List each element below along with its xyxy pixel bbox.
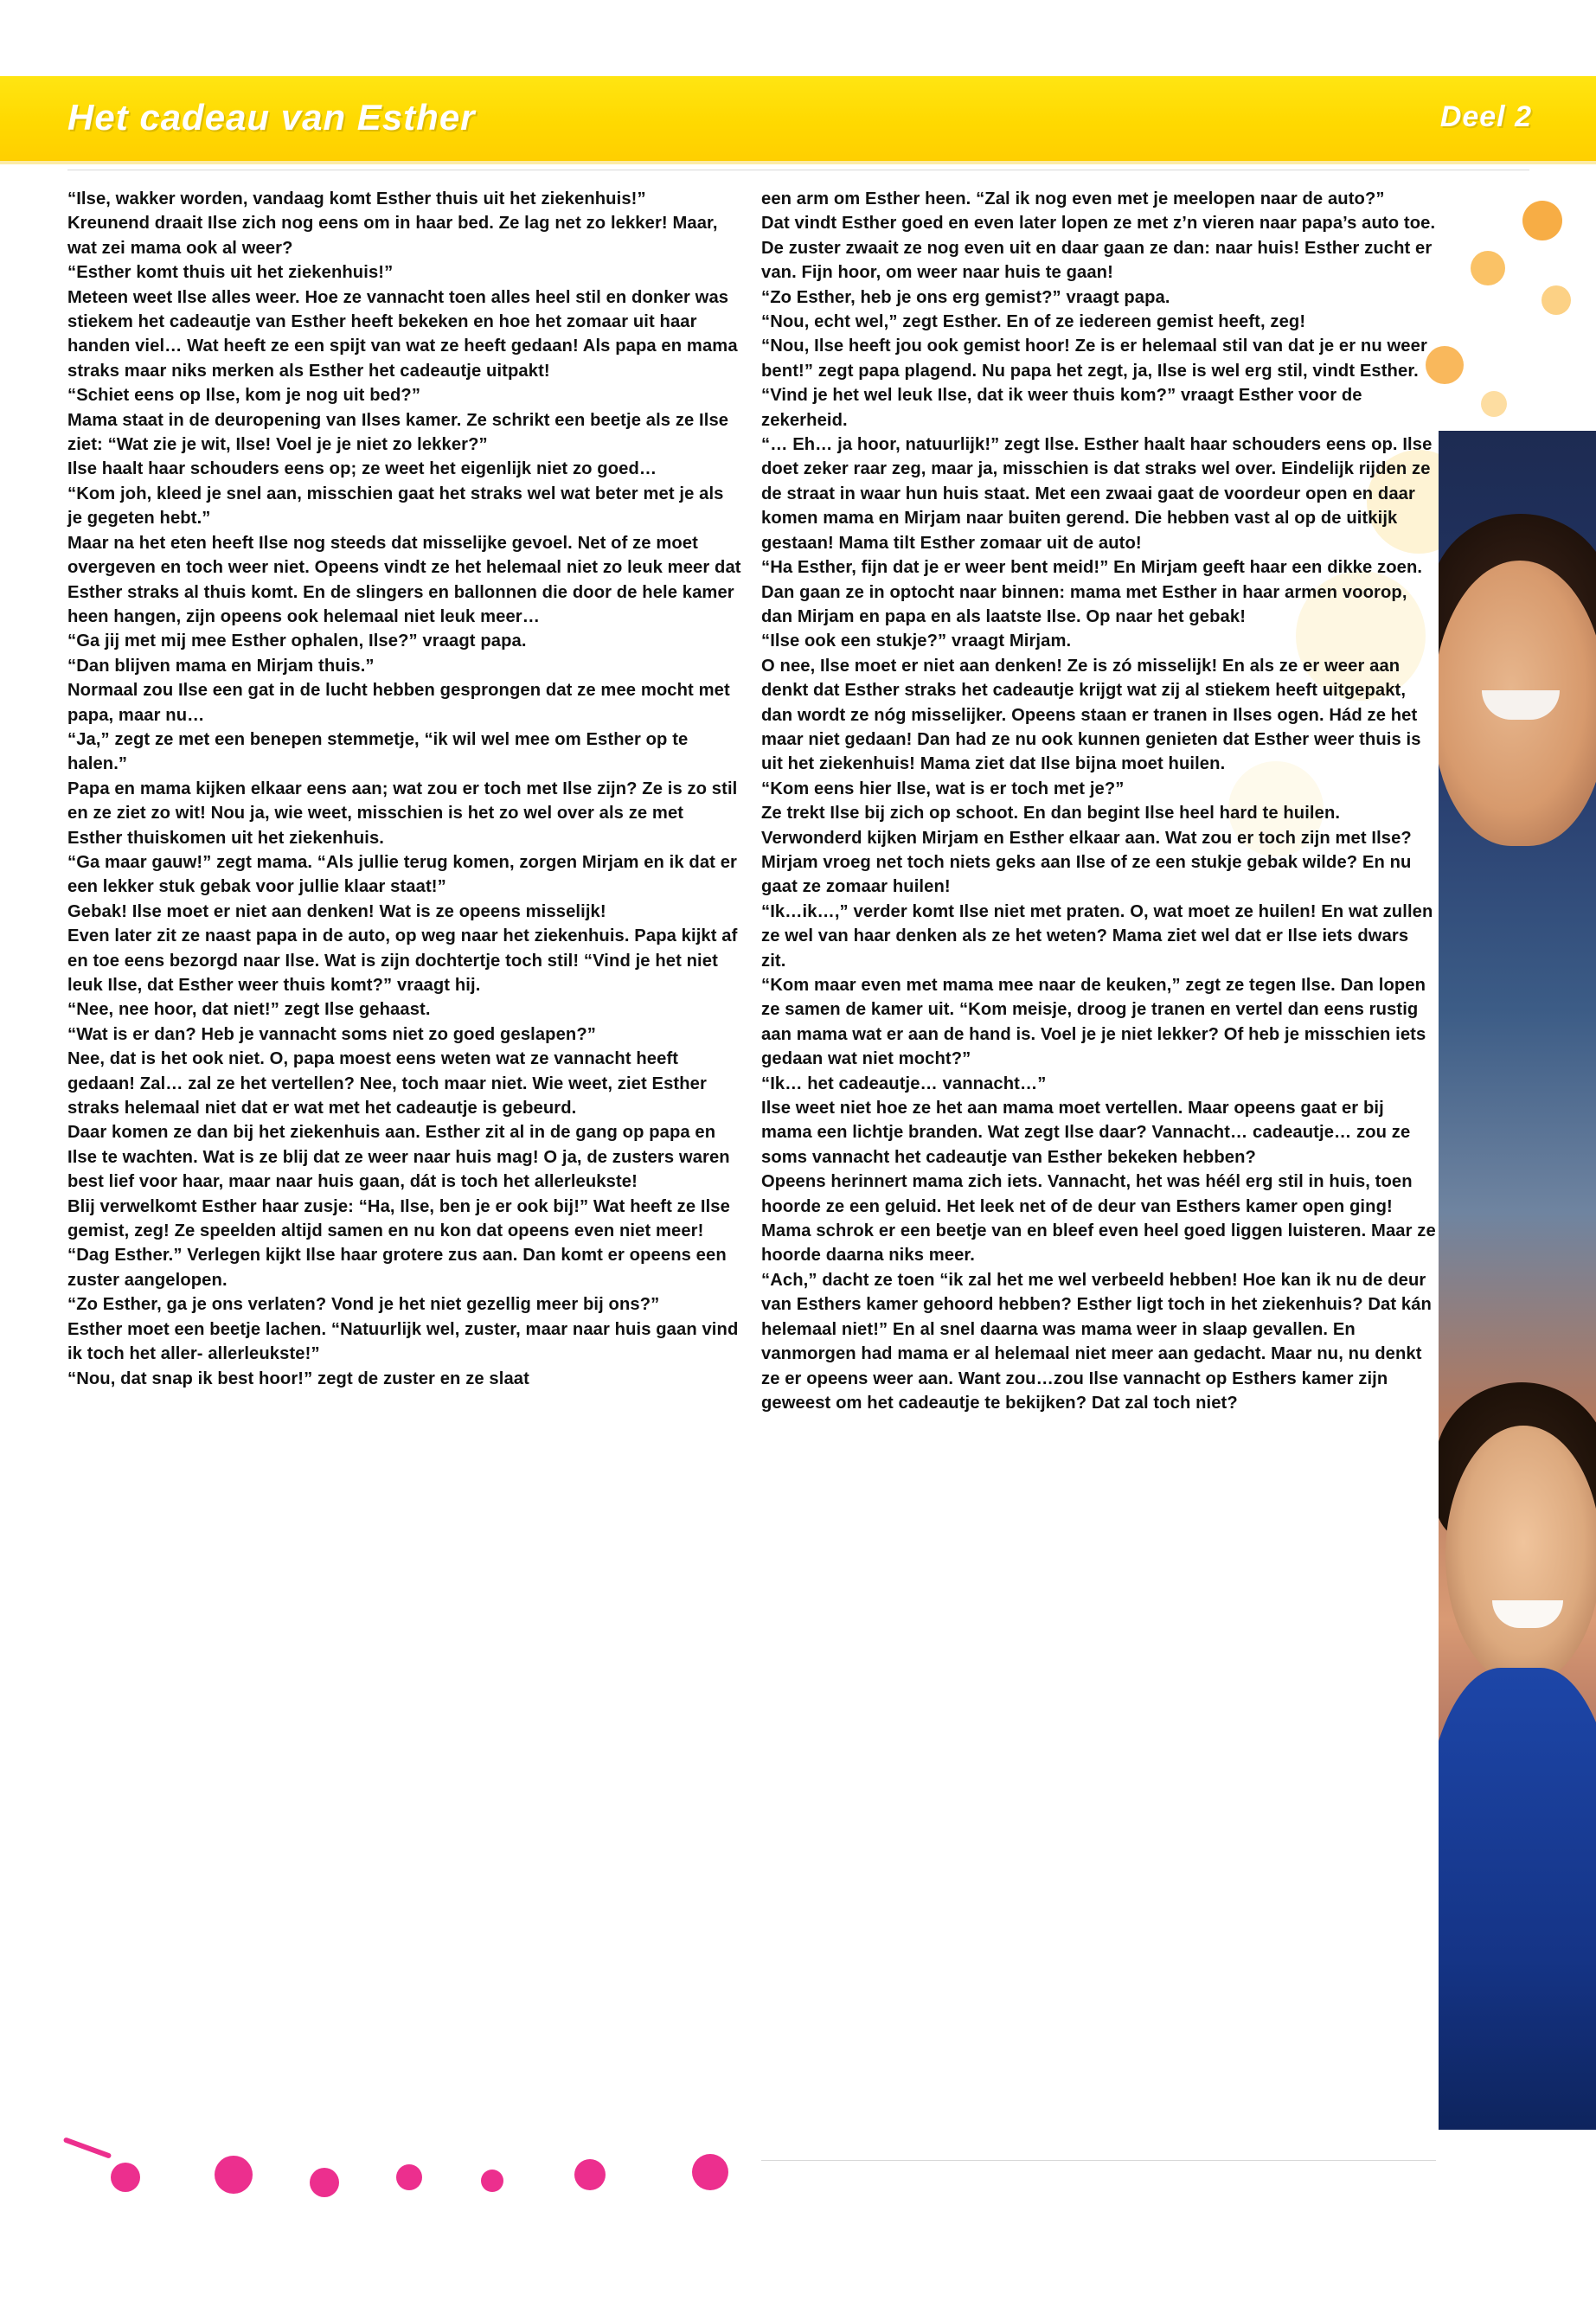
article-paragraph: Gebak! Ilse moet er niet aan denken! Wat is ze opeens misselijk!	[67, 901, 606, 921]
decorative-pink-line	[63, 2137, 112, 2158]
article-column-right	[761, 187, 1436, 1415]
article-paragraph: Normaal zou Ilse een gat in de lucht hebben gesprongen dat ze mee mocht met papa, maar nu…	[67, 681, 730, 725]
article-paragraph: “… Eh… ja hoor, natuurlijk!” zegt Ilse. Esther haalt haar schouders eens op. Ilse doet zeker raar zeg, maar ja, misschien is dat straks wel over. Eindelijk rijden ze de straat in waar hun huis staat. Met een zwaai gaat de voordeur open en daar komen mama en Mirjam naar buiten gerend. Die hebben vast al op de uitkijk gestaan! Mama tilt Esther zomaar uit de auto!	[761, 435, 1433, 553]
decor-dot-pink	[692, 2154, 728, 2190]
article-column-left	[67, 187, 742, 1391]
article-paragraph: een arm om Esther heen. “Zal ik nog even met je meelopen naar de auto?”	[761, 189, 1385, 208]
article-paragraph: “Schiet eens op Ilse, kom je nog uit bed?”	[67, 386, 421, 406]
article-text-right	[761, 187, 1436, 1415]
article-paragraph: “Vind je het wel leuk Ilse, dat ik weer thuis kom?” vraagt Esther voor de zekerheid.	[761, 386, 1362, 430]
decor-dot-orange	[1481, 391, 1507, 417]
article-paragraph: Opeens herinnert mama zich iets. Vannacht, het was héél erg stil in huis, toen hoorde ze een geluid. Het leek net of de deur van Esthers kamer open ging! Mama schrok er een beetje van en bleef even heel goed liggen luisteren. Maar ze hoorde daarna niks meer.	[761, 1172, 1436, 1266]
article-paragraph: Ze trekt Ilse bij zich op schoot. En dan begint Ilse heel hard te huilen. Verwonderd kijken Mirjam en Esther elkaar aan. Wat zou er toch zijn met Ilse? Mirjam vroeg net toch niets geks aan Ilse of ze een stukje gebak wilde? En nu gaat ze zomaar huilen!	[761, 804, 1412, 897]
footer-divider	[761, 2160, 1436, 2161]
article-text-left	[67, 187, 742, 1391]
article-paragraph: “Ha Esther, fijn dat je er weer bent meid!” En Mirjam geeft haar een dikke zoen. Dan gaan ze in optocht naar binnen: mama met Esther in haar armen voorop, dan Mirjam en papa en als laatste Ilse. Op naar het gebak!	[761, 558, 1423, 626]
article-paragraph: “Nee, nee hoor, dat niet!” zegt Ilse gehaast.	[67, 1000, 431, 1020]
article-paragraph: Nee, dat is het ook niet. O, papa moest eens weten wat ze vannacht heeft gedaan! Zal… zal ze het vertellen? Nee, toch maar niet. Wie weet, ziet Esther straks helemaal niet dat er wat met het cadeautje is gebeurd.	[67, 1049, 707, 1118]
decor-dot-orange	[1542, 285, 1571, 315]
article-paragraph: Mama staat in de deuropening van Ilses kamer. Ze schrikt een beetje als ze Ilse ziet: “Wat zie je wit, Ilse! Voel je je niet zo lekker?”	[67, 410, 729, 455]
article-paragraph: Daar komen ze dan bij het ziekenhuis aan. Esther zit al in de gang op papa en Ilse te wachten. Wat is ze blij dat ze weer naar huis mag! O ja, de zusters waren best lief voor haar, maar naar huis gaan, dát is toch het allerleukste!	[67, 1123, 730, 1192]
decor-dot-pink	[215, 2156, 253, 2194]
article-paragraph: Ilse weet niet hoe ze het aan mama moet vertellen. Maar opeens gaat er bij mama een lichtje branden. Wat zegt Ilse daar? Vannacht… cadeautje… zou ze soms vannacht het cadeautje van Esther bekeken hebben?	[761, 1099, 1411, 1167]
part-label: Deel 2	[1439, 100, 1532, 133]
article-paragraph: “Ik…ik…,” verder komt Ilse niet met praten. O, wat moet ze huilen! En wat zullen ze wel van haar denken als ze het weten? Mama ziet wel dat er Ilse iets dwars zit.	[761, 901, 1433, 971]
article-paragraph: “Wat is er dan? Heb je vannacht soms niet zo goed geslapen?”	[67, 1024, 596, 1044]
article-paragraph: Maar na het eten heeft Ilse nog steeds dat misselijke gevoel. Net of ze moet overgeven en toch weer niet. Opeens vindt ze het helemaal niet zo leuk meer dat Esther straks al thuis komt. En de slingers en ballonnen die door de hele kamer heen hangen, zijn opeens ook helemaal niet leuk meer…	[67, 533, 741, 626]
decor-dot-pink	[574, 2159, 606, 2190]
decor-dot-pink	[111, 2163, 140, 2192]
article-paragraph: “Ja,” zegt ze met een benepen stemmetje, “ik wil wel mee om Esther op te halen.”	[67, 729, 689, 774]
article-paragraph: Dat vindt Esther goed en even later lopen ze met z’n vieren naar papa’s auto toe. De zuster zwaait ze nog even uit en daar gaan ze dan: naar huis! Esther zucht er van. Fijn hoor, om weer naar huis te gaan!	[761, 214, 1436, 283]
article-paragraph: “Ilse, wakker worden, vandaag komt Esther thuis uit het ziekenhuis!”	[67, 189, 646, 208]
article-paragraph: “Dan blijven mama en Mirjam thuis.”	[67, 656, 375, 676]
article-paragraph: Even later zit ze naast papa in de auto, op weg naar het ziekenhuis. Papa kijkt af en toe eens bezorgd naar Ilse. Wat is zijn dochtertje toch stil! “Vind je het niet leuk Ilse, dat Esther weer thuis komt?” vraagt hij.	[67, 926, 738, 995]
decor-dot-orange	[1471, 251, 1505, 285]
article-paragraph: “Kom maar even met mama mee naar de keuken,” zegt ze tegen Ilse. Dan lopen ze samen de kamer uit. “Kom meisje, droog je tranen en vertel dan eens rustig aan mama wat er aan de hand is. Voel je je niet lekker? Of heb je misschien iets gedaan wat niet mocht?”	[761, 976, 1426, 1069]
article-paragraph: “Zo Esther, heb je ons erg gemist?” vraagt papa.	[761, 287, 1170, 307]
photo-strip	[1439, 431, 1596, 2130]
photo-child-two-face	[1445, 1426, 1596, 1685]
decor-dot-pink	[310, 2168, 339, 2197]
article-paragraph: “Zo Esther, ga je ons verlaten? Vond je het niet gezellig meer bij ons?”	[67, 1295, 660, 1315]
article-paragraph: Blij verwelkomt Esther haar zusje: “Ha, Ilse, ben je er ook bij!” Wat heeft ze Ilse gemist, zeg! Ze speelden altijd samen en nu kon dat opeens even niet meer!	[67, 1196, 730, 1241]
article-paragraph: “Esther komt thuis uit het ziekenhuis!”	[67, 263, 394, 283]
decor-dot-pink	[481, 2170, 503, 2192]
article-paragraph: Kreunend draait Ilse zich nog eens om in haar bed. Ze lag net zo lekker! Maar, wat zei mama ook al weer?	[67, 214, 718, 258]
article-paragraph: “Kom eens hier Ilse, wat is er toch met je?”	[761, 779, 1125, 798]
article-paragraph: “Nou, Ilse heeft jou ook gemist hoor! Ze is er helemaal stil van dat je er nu weer bent!” zegt papa plagend. Nu papa het zegt, ja, Ilse is wel erg stil, vindt Esther.	[761, 336, 1427, 381]
article-paragraph: “Ach,” dacht ze toen “ik zal het me wel verbeeld hebben! Hoe kan ik nu de deur van Esthers kamer gehoord hebben? Esther ligt toch in het ziekenhuis? Dat kán helemaal niet!” En al snel daarna was mama weer in slaap gevallen. En vanmorgen had mama er al helemaal niet meer aan gedacht. Maar nu, nu denkt ze er opeens weer aan. Want zou…zou Ilse vannacht op Esthers kamer zijn geweest om het cadeautje te bekijken? Dat zal toch niet?	[761, 1270, 1432, 1413]
article-paragraph: “Kom joh, kleed je snel aan, misschien gaat het straks wel wat beter met je als je gegeten hebt.”	[67, 484, 724, 529]
decor-dot-orange	[1522, 201, 1562, 240]
article-paragraph: Meteen weet Ilse alles weer. Hoe ze vannacht toen alles heel stil en donker was stiekem het cadeautje van Esther heeft bekeken en hoe het zomaar uit haar handen viel… Wat heeft ze een spijt van wat ze heeft gedaan! Als papa en mama straks maar niks merken als Esther het cadeautje uitpakt!	[67, 287, 738, 381]
article-paragraph: “Dag Esther.” Verlegen kijkt Ilse haar grotere zus aan. Dan komt er opeens een zuster aangelopen.	[67, 1246, 727, 1290]
article-paragraph: Papa en mama kijken elkaar eens aan; wat zou er toch met Ilse zijn? Ze is zo stil en ze ziet zo wit! Nou ja, wie weet, misschien is het zo wel over als ze met Esther thuiskomen uit het ziekenhuis.	[67, 779, 738, 848]
photo-child-two-shirt	[1439, 1668, 1596, 2130]
article-paragraph: “Ga maar gauw!” zegt mama. “Als jullie terug komen, zorgen Mirjam en ik dat er een lekker stuk gebak voor jullie klaar staat!”	[67, 852, 737, 897]
article-paragraph: “Nou, echt wel,” zegt Esther. En of ze iedereen gemist heeft, zeg!	[761, 312, 1306, 332]
page-title: Het cadeau van Esther	[67, 97, 476, 138]
article-paragraph: “Nou, dat snap ik best hoor!” zegt de zuster en ze slaat	[67, 1368, 529, 1388]
article-paragraph: “Ilse ook een stukje?” vraagt Mirjam.	[761, 631, 1072, 651]
article-paragraph: Ilse haalt haar schouders eens op; ze weet het eigenlijk niet zo goed…	[67, 459, 657, 479]
article-paragraph: “Ga jij met mij mee Esther ophalen, Ilse?” vraagt papa.	[67, 631, 527, 651]
article-paragraph: Esther moet een beetje lachen. “Natuurlijk wel, zuster, maar naar huis gaan vind ik toch het aller- allerleukste!”	[67, 1319, 739, 1364]
article-paragraph: “Ik… het cadeautje… vannacht…”	[761, 1074, 1047, 1093]
article-paragraph: O nee, Ilse moet er niet aan denken! Ze is zó misselijk! En als ze er weer aan denkt dat Esther straks het cadeautje krijgt wat zij al stiekem heeft uitgepakt, dan wordt ze nóg misselijker. Opeens staan er tranen in Ilses ogen. Hád ze het maar niet gedaan! Dan had ze nu ook kunnen genieten dat Esther weer thuis is uit het ziekenhuis! Mama ziet dat Ilse bijna moet huilen.	[761, 656, 1421, 774]
decor-dot-pink	[396, 2164, 422, 2190]
